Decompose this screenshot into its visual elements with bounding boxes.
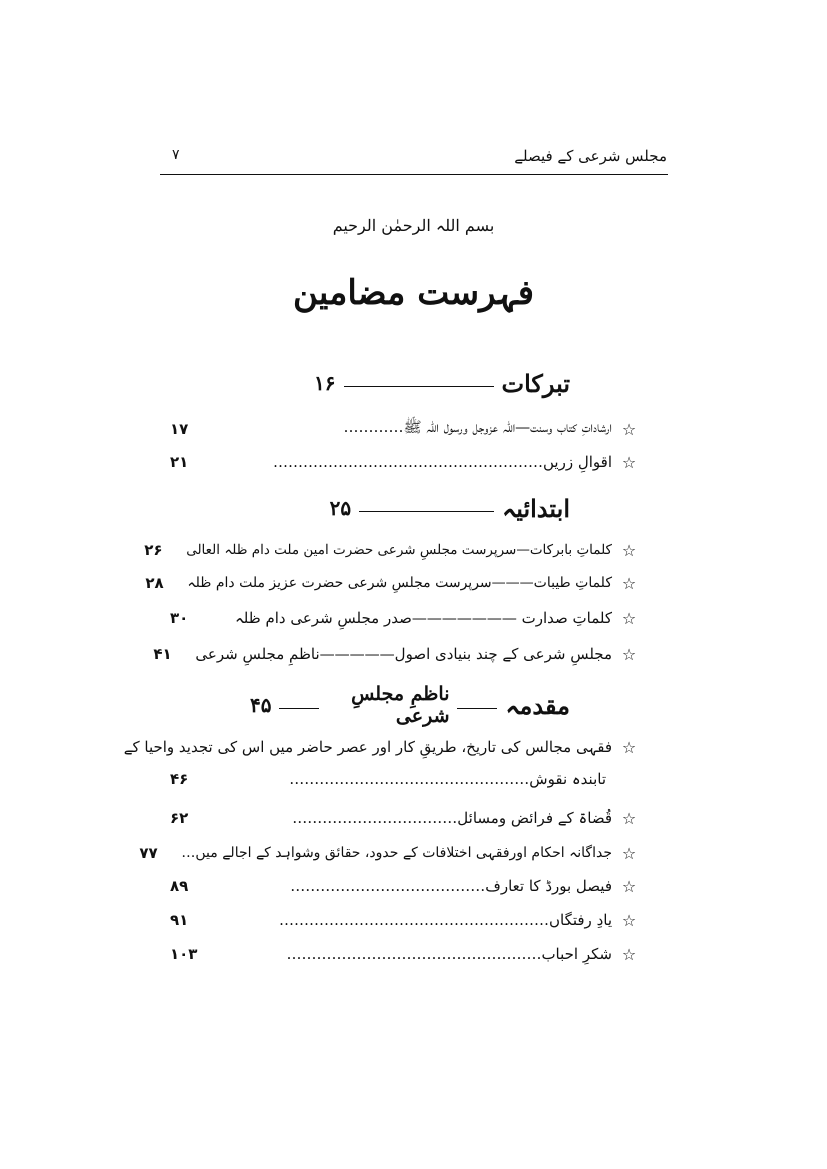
toc-entry[interactable]: [170, 416, 640, 442]
toc-entry-page: ۲۶: [144, 541, 163, 559]
toc-entry-text: ارشاداتِ کتاب وسنت—اللہ عزوجل ورسول اللہ ﷺ…………: [343, 418, 612, 436]
toc-entry-text: تابندہ نقوش…………………………………………: [289, 770, 606, 788]
toc-entry-page: ۱۷: [170, 420, 189, 438]
section-page: ۲۵: [329, 496, 352, 520]
section-subtitle: ناظمِ مجلسِ شرعی: [351, 683, 450, 727]
toc-entry-page: ۴۱: [153, 645, 172, 663]
toc-entry-page: ۶۲: [170, 809, 189, 827]
toc-entry-text: مجلسِ شرعی کے چند بنیادی اصول—————ناظمِ مجلسِ شرعی: [195, 645, 612, 663]
section-heading-tabarrukat: [250, 366, 570, 400]
toc-entry-page: ۷۷: [139, 844, 158, 862]
star-outline-icon: ☆: [621, 944, 637, 964]
toc-entry-text: کلماتِ صدارت ———————صدر مجلسِ شرعی دام ظلہ: [234, 609, 612, 627]
star-outline-icon: ☆: [621, 540, 637, 560]
toc-entry[interactable]: [170, 907, 640, 933]
toc-entry-page: ۲۱: [170, 453, 189, 471]
toc-entry-text: اقوالِ زریں………………………………………………: [272, 453, 612, 471]
toc-entry-page: ۲۸: [145, 574, 164, 592]
toc-entry-text: قُضاۃ کے فرائض ومسائل……………………………: [292, 809, 612, 827]
section-heading-muqaddama: [250, 683, 570, 727]
star-outline-icon: ☆: [621, 419, 637, 439]
bismillah: بسم اللہ الرحمٰن الرحیم: [332, 216, 495, 235]
leader-line: [279, 708, 319, 709]
toc-entry-continuation[interactable]: [170, 767, 640, 791]
leader-line: [359, 511, 494, 512]
toc-entry-text: فقہی مجالس کی تاریخ، طریقِ کار اور عصر حاضر میں اس کی تجدید واحیا کے: [123, 738, 612, 756]
star-outline-icon: ☆: [621, 876, 637, 896]
star-outline-icon: ☆: [621, 452, 637, 472]
toc-entry[interactable]: [170, 449, 640, 475]
toc-entry[interactable]: [153, 641, 640, 667]
toc-entry-text: جداگانہ احکام اورفقہی اختلافات کے حدود، حقائق وشواہد کے اجالے میں…: [181, 845, 612, 861]
toc-entry[interactable]: [144, 537, 640, 563]
toc-entry-text: فیصل بورڈ کا تعارف…………………………………: [290, 877, 612, 895]
star-outline-icon: ☆: [621, 808, 637, 828]
toc-entry[interactable]: [139, 840, 640, 866]
toc-entry-text: کلماتِ طیبات———سرپرست مجلسِ شرعی حضرت عزیز ملت دام ظلہ: [187, 575, 612, 591]
toc-entry-text: یادِ رفتگاں………………………………………………: [278, 911, 612, 929]
header-page-number: ۷: [172, 147, 180, 163]
toc-entry-page: ۴۶: [170, 770, 189, 788]
toc-entry-page: ۱۰۳: [170, 945, 198, 963]
star-outline-icon: ☆: [621, 737, 637, 757]
header-rule: [160, 174, 668, 175]
running-header-title: مجلس شرعی کے فیصلے: [514, 147, 667, 165]
toc-title: فہرست مضامین: [292, 273, 535, 313]
toc-entry-page: ۹۱: [170, 911, 189, 929]
star-outline-icon: ☆: [621, 608, 637, 628]
section-page: ۱۶: [314, 371, 336, 395]
section-heading-ibtidaiya: [250, 491, 570, 525]
section-title: مقدمہ: [505, 690, 570, 720]
leader-line: [344, 386, 494, 387]
toc-entry[interactable]: [145, 570, 640, 596]
toc-entry-text: شکرِ احباب……………………………………………: [286, 945, 612, 963]
toc-entry-text: کلماتِ بابرکات—سرپرست مجلسِ شرعی حضرت امین ملت دام ظلہ العالی: [186, 542, 612, 558]
section-title: ابتدائیہ: [502, 493, 570, 523]
toc-entry[interactable]: [123, 734, 640, 760]
toc-entry-page: ۳۰: [170, 609, 189, 627]
toc-entry[interactable]: [170, 805, 640, 831]
star-outline-icon: ☆: [621, 910, 637, 930]
section-title: تبرکات: [501, 368, 570, 398]
leader-line: [457, 708, 497, 709]
star-outline-icon: ☆: [621, 843, 637, 863]
star-outline-icon: ☆: [621, 573, 637, 593]
section-page: ۴۵: [250, 693, 272, 717]
toc-entry[interactable]: [170, 605, 640, 631]
toc-entry[interactable]: [170, 941, 640, 967]
toc-entry-page: ۸۹: [170, 877, 189, 895]
toc-entry[interactable]: [170, 873, 640, 899]
star-outline-icon: ☆: [621, 644, 637, 664]
